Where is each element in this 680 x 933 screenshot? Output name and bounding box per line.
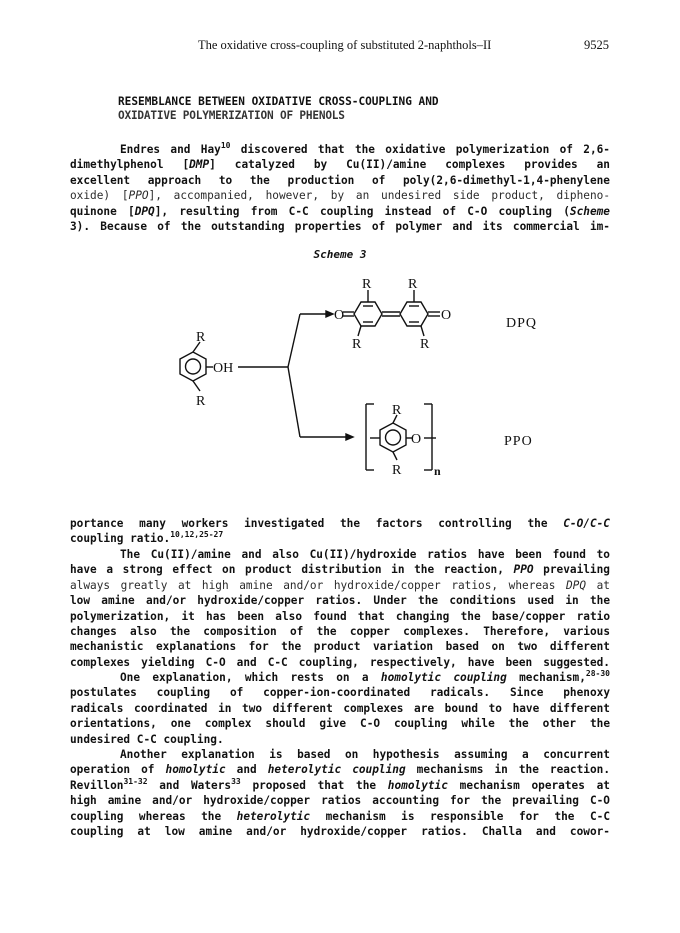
term-homolytic: homolytic	[387, 778, 448, 792]
para4-line1	[70, 670, 610, 685]
para3-line3	[70, 578, 610, 593]
abbrev-ppo: PPO	[513, 563, 534, 577]
citation: 10	[220, 141, 231, 150]
para2-line1	[70, 516, 610, 531]
text-run: prevailing	[533, 563, 610, 577]
text-run: dimethylphenol [	[70, 158, 190, 172]
citation: 28-30	[585, 669, 610, 678]
abbrev-dpq: DPQ	[566, 578, 587, 592]
paragraph-1	[70, 142, 610, 234]
para5-line2	[70, 762, 610, 777]
substituent-r: R	[196, 330, 206, 345]
text-run: proposed that the	[240, 778, 388, 792]
term-homolytic: homolytic	[165, 763, 226, 777]
oxygen-label: O	[441, 308, 452, 323]
para3-line7: mechanistic explanations for the product variation based on two different	[70, 640, 610, 654]
page-number: 9525	[584, 38, 609, 52]
text-run: coupling whereas the	[70, 809, 237, 823]
para3-line5: polymerization, it has been also found that changing the base/copper ratio	[70, 609, 610, 623]
para5-line1: Another explanation is based on hypothesis assuming a concurrent	[120, 748, 610, 761]
para3-line1: The Cu(II)/amine and also Cu(II)/hydroxide ratios have been found to	[120, 548, 610, 561]
phenol-ring	[180, 342, 213, 391]
text-run: ], accompanied, however, by an undesired side product, dipheno-	[148, 189, 610, 203]
para4-line3: radicals coordinated in two different complexes are bound to have different	[70, 701, 610, 715]
para1-line6: 3). Because of the outstanding properties of polymer and its commercial im-	[70, 220, 610, 234]
scheme-ref: Scheme	[569, 204, 610, 218]
section-heading-line2: OXIDATIVE POLYMERIZATION OF PHENOLS	[118, 109, 345, 122]
citation: 31-32	[123, 776, 148, 786]
abbrev-dpq: DPQ	[134, 204, 155, 218]
para5-line5	[70, 809, 610, 824]
oxygen-label: O	[411, 432, 422, 447]
text-run: One explanation, which rests on a	[120, 671, 381, 684]
section-heading-line1: RESEMBLANCE BETWEEN OXIDATIVE CROSS-COUPLING AND	[118, 95, 439, 108]
para1-line5	[70, 204, 610, 219]
abbrev-dmp: DMP	[189, 158, 210, 172]
text-run: mechanism operates at	[447, 778, 610, 792]
substituent-r: R	[362, 277, 372, 292]
paragraph-2	[70, 516, 610, 547]
citation: 33	[231, 776, 241, 786]
substituent-r: R	[392, 463, 402, 478]
reaction-branch	[238, 311, 353, 440]
text-run: oxide) [	[70, 189, 129, 203]
text-run: Revillon	[70, 778, 124, 792]
substituent-r: R	[352, 337, 362, 352]
paragraph-3	[70, 547, 610, 670]
oxygen-label: O	[334, 308, 345, 323]
text-run: and Waters	[147, 778, 232, 792]
para4-line4: orientations, one complex should give C-O coupling while the other the	[70, 717, 610, 731]
para1-line3: excellent approach to the production of poly(2,6-dimethyl-1,4-phenylene	[70, 173, 610, 187]
substituent-r: R	[420, 337, 430, 352]
para5-line6: coupling at low amine and/or hydroxide/copper ratios. Challa and cowor-	[70, 825, 610, 839]
para3-line6: changes also the composition of the copper complexes. Therefore, various	[70, 625, 610, 639]
para2-line2	[70, 531, 610, 546]
running-head-title: The oxidative cross-coupling of substituted 2-naphthols–II	[198, 38, 492, 52]
text-run: always greatly at high amine and/or hydroxide/copper ratios, whereas	[70, 578, 566, 592]
text-run: coupling ratio.	[70, 532, 171, 546]
repeat-index: n	[434, 464, 441, 478]
text-run: ], resulting from C-C coupling instead of C-O coupling (	[154, 204, 570, 218]
text-run: operation of	[70, 763, 166, 777]
text-run: at	[586, 578, 610, 592]
hydroxyl-label: OH	[213, 361, 234, 376]
text-run: quinone [	[70, 204, 135, 218]
para5-line3	[70, 778, 610, 793]
scheme-3-diagram	[0, 262, 680, 512]
para3-line4: low amine and/or hydroxide/copper ratios. Under the conditions used in the	[70, 594, 610, 608]
dpq-product-label: DPQ	[506, 316, 538, 331]
para4-line5: undesired C-C coupling.	[70, 732, 224, 746]
term-heterolytic-coupling: heterolytic coupling	[267, 763, 406, 777]
para1-line4	[70, 188, 610, 203]
para3-line8: complexes yielding C-O and C-C coupling, respectively, have been suggested.	[70, 655, 610, 669]
abbrev-ppo: PPO	[128, 189, 149, 203]
dpq-structure	[343, 290, 440, 336]
text-run: mechanisms in the reaction.	[405, 763, 610, 777]
para1-line2	[70, 157, 610, 172]
citation: 10,12,25-27	[170, 530, 224, 540]
substituent-r: R	[408, 277, 418, 292]
para1-line1	[70, 142, 610, 157]
section-heading	[118, 95, 598, 123]
term-homolytic-coupling: homolytic coupling	[380, 671, 507, 684]
ratio-term: C-O/C-C	[563, 517, 610, 530]
substituent-r: R	[392, 403, 402, 418]
term-heterolytic: heterolytic	[236, 809, 311, 823]
ppo-product-label: PPO	[504, 434, 533, 449]
text-run: ] catalyzed by Cu(II)/amine complexes provides an	[209, 158, 610, 172]
text-run: discovered that the oxidative polymerization of 2,6-	[230, 143, 610, 156]
para5-line4: high amine and/or hydroxide/copper ratios accounting for the prevailing C-O	[70, 794, 610, 808]
scheme-label: Scheme 3	[313, 248, 367, 261]
substituent-r: R	[196, 394, 206, 409]
para4-line2: postulates coupling of copper-ion-coordinated radicals. Since phenoxy	[70, 686, 610, 700]
para3-line2	[70, 562, 610, 577]
text-run: portance many workers investigated the factors controlling the	[70, 517, 564, 530]
text-run: Endres and Hay	[120, 143, 221, 156]
paragraph-4	[70, 670, 610, 747]
text-run: mechanism,	[506, 671, 586, 684]
text-run: and	[225, 763, 268, 777]
paragraph-5	[70, 747, 610, 839]
text-run: have a strong effect on product distribution in the reaction,	[70, 563, 514, 577]
text-run: mechanism is responsible for the C-C	[310, 809, 610, 823]
